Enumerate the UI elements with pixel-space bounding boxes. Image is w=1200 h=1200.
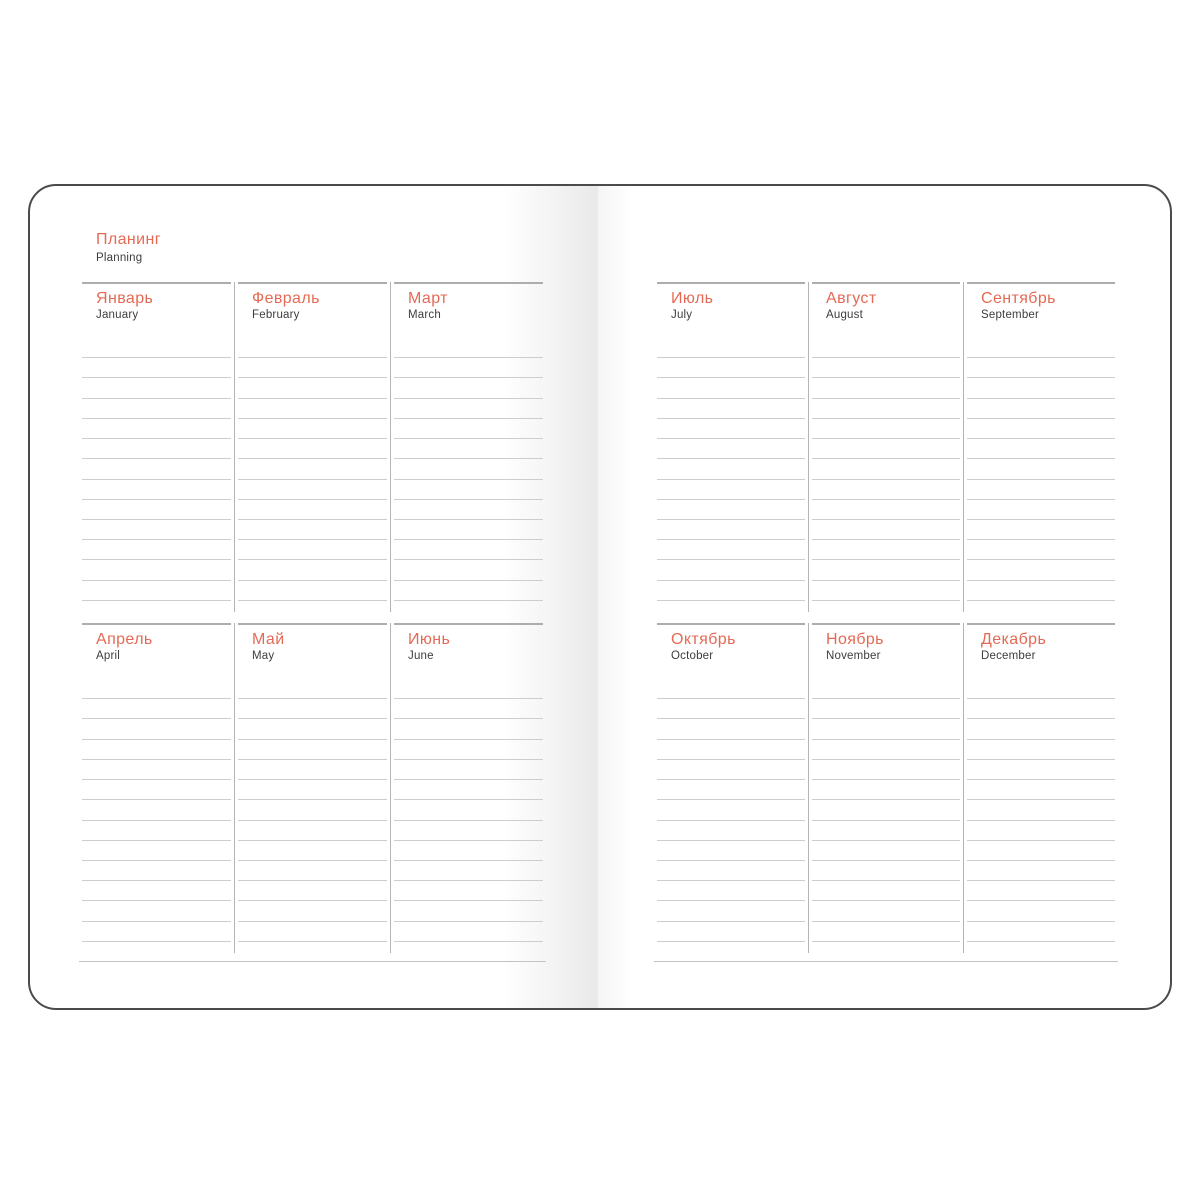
- month-name-ru: Июль: [671, 290, 714, 307]
- ruled-line: [238, 378, 387, 398]
- month-cell-july: [654, 282, 808, 612]
- ruled-line: [238, 780, 387, 800]
- page-fold-shadow-right: [598, 186, 632, 1008]
- month-name-en: June: [408, 650, 434, 662]
- ruled-line: [82, 841, 231, 861]
- ruled-line: [812, 699, 960, 719]
- ruled-line: [967, 901, 1115, 921]
- ruled-line: [812, 922, 960, 942]
- ruled-line: [967, 581, 1115, 601]
- month-name-ru: Сентябрь: [981, 290, 1056, 307]
- ruled-line: [394, 520, 543, 540]
- month-cell-top-border: [657, 623, 805, 625]
- ruled-line: [812, 459, 960, 479]
- ruled-line: [812, 419, 960, 439]
- ruled-line: [967, 500, 1115, 520]
- ruled-line: [394, 922, 543, 942]
- ruled-line: [394, 841, 543, 861]
- ruled-line: [394, 821, 543, 841]
- ruled-lines: [82, 679, 231, 942]
- ruled-line: [812, 560, 960, 580]
- ruled-line: [238, 881, 387, 901]
- ruled-line: [657, 841, 805, 861]
- page-title-ru: Планинг: [96, 231, 161, 248]
- ruled-line: [82, 719, 231, 739]
- ruled-line: [238, 520, 387, 540]
- month-name-en: December: [981, 650, 1036, 662]
- ruled-line: [238, 719, 387, 739]
- ruled-line: [394, 901, 543, 921]
- ruled-line: [394, 459, 543, 479]
- month-cell-april: [79, 623, 234, 953]
- ruled-line: [82, 760, 231, 780]
- month-row: [654, 623, 1118, 953]
- ruled-line: [238, 581, 387, 601]
- ruled-line: [967, 399, 1115, 419]
- ruled-line: [82, 881, 231, 901]
- month-row: [654, 282, 1118, 612]
- ruled-line: [657, 901, 805, 921]
- ruled-lines: [394, 679, 543, 942]
- ruled-line: [394, 480, 543, 500]
- ruled-line: [82, 378, 231, 398]
- planner-notebook-spread: [28, 184, 1172, 1010]
- ruled-line: [967, 378, 1115, 398]
- ruled-line: [812, 500, 960, 520]
- ruled-line: [394, 399, 543, 419]
- ruled-line: [394, 338, 543, 358]
- ruled-lines: [238, 679, 387, 942]
- ruled-line: [238, 760, 387, 780]
- month-name-ru: Январь: [96, 290, 154, 307]
- ruled-line: [657, 520, 805, 540]
- ruled-line: [82, 679, 231, 699]
- ruled-line: [238, 439, 387, 459]
- ruled-line: [82, 439, 231, 459]
- ruled-line: [238, 861, 387, 881]
- ruled-line: [82, 459, 231, 479]
- ruled-line: [657, 378, 805, 398]
- ruled-line: [657, 358, 805, 378]
- ruled-line: [394, 500, 543, 520]
- ruled-line: [238, 901, 387, 921]
- ruled-line: [394, 861, 543, 881]
- ruled-line: [812, 861, 960, 881]
- ruled-lines: [967, 679, 1115, 942]
- ruled-line: [657, 719, 805, 739]
- ruled-line: [238, 358, 387, 378]
- ruled-line: [657, 399, 805, 419]
- ruled-line: [238, 459, 387, 479]
- ruled-line: [657, 500, 805, 520]
- ruled-line: [657, 480, 805, 500]
- ruled-line: [238, 679, 387, 699]
- month-name-en: January: [96, 309, 139, 321]
- month-row: [79, 282, 546, 612]
- ruled-line: [394, 881, 543, 901]
- ruled-line: [82, 800, 231, 820]
- ruled-line: [238, 922, 387, 942]
- ruled-lines: [238, 338, 387, 601]
- ruled-line: [657, 439, 805, 459]
- ruled-line: [394, 378, 543, 398]
- ruled-line: [657, 419, 805, 439]
- ruled-line: [657, 560, 805, 580]
- ruled-line: [812, 358, 960, 378]
- ruled-line: [82, 358, 231, 378]
- month-cell-top-border: [812, 623, 960, 625]
- ruled-line: [967, 439, 1115, 459]
- ruled-lines: [394, 338, 543, 601]
- month-cell-top-border: [394, 623, 543, 625]
- ruled-line: [238, 841, 387, 861]
- ruled-line: [812, 679, 960, 699]
- ruled-line: [812, 760, 960, 780]
- ruled-line: [238, 540, 387, 560]
- ruled-line: [812, 841, 960, 861]
- ruled-line: [394, 800, 543, 820]
- ruled-line: [394, 540, 543, 560]
- ruled-line: [394, 780, 543, 800]
- ruled-line: [812, 378, 960, 398]
- ruled-line: [82, 699, 231, 719]
- month-cell-december: [963, 623, 1118, 953]
- month-name-en: August: [826, 309, 864, 321]
- ruled-line: [238, 800, 387, 820]
- month-cell-november: [808, 623, 963, 953]
- ruled-line: [657, 459, 805, 479]
- ruled-line: [82, 540, 231, 560]
- month-cell-september: [963, 282, 1118, 612]
- month-name-en: May: [252, 650, 275, 662]
- month-cell-top-border: [967, 623, 1115, 625]
- ruled-line: [82, 922, 231, 942]
- ruled-line: [657, 540, 805, 560]
- ruled-line: [238, 560, 387, 580]
- ruled-line: [238, 740, 387, 760]
- ruled-line: [82, 500, 231, 520]
- ruled-line: [812, 520, 960, 540]
- ruled-line: [967, 922, 1115, 942]
- ruled-line: [657, 922, 805, 942]
- month-name-en: November: [826, 650, 881, 662]
- month-cell-january: [79, 282, 234, 612]
- month-name-ru: Август: [826, 290, 877, 307]
- ruled-line: [238, 500, 387, 520]
- ruled-line: [657, 740, 805, 760]
- ruled-lines: [812, 338, 960, 601]
- ruled-line: [82, 338, 231, 358]
- ruled-line: [238, 480, 387, 500]
- ruled-line: [812, 540, 960, 560]
- ruled-line: [657, 760, 805, 780]
- ruled-line: [657, 679, 805, 699]
- month-cell-top-border: [812, 282, 960, 284]
- ruled-line: [812, 399, 960, 419]
- ruled-line: [238, 338, 387, 358]
- month-name-en: April: [96, 650, 121, 662]
- month-name-ru: Декабрь: [981, 631, 1047, 648]
- ruled-line: [394, 560, 543, 580]
- ruled-line: [812, 901, 960, 921]
- ruled-line: [812, 780, 960, 800]
- ruled-line: [967, 719, 1115, 739]
- ruled-line: [657, 861, 805, 881]
- month-name-ru: Апрель: [96, 631, 153, 648]
- ruled-line: [394, 740, 543, 760]
- ruled-line: [657, 780, 805, 800]
- month-cell-top-border: [82, 282, 231, 284]
- ruled-line: [967, 459, 1115, 479]
- ruled-line: [967, 821, 1115, 841]
- ruled-line: [967, 881, 1115, 901]
- month-cell-august: [808, 282, 963, 612]
- ruled-line: [394, 760, 543, 780]
- month-cell-top-border: [967, 282, 1115, 284]
- ruled-line: [82, 520, 231, 540]
- ruled-line: [394, 419, 543, 439]
- right-page-grid: [654, 282, 1118, 972]
- ruled-line: [82, 560, 231, 580]
- ruled-line: [394, 679, 543, 699]
- ruled-line: [82, 419, 231, 439]
- ruled-line: [657, 821, 805, 841]
- ruled-line: [82, 581, 231, 601]
- ruled-line: [967, 419, 1115, 439]
- ruled-line: [967, 760, 1115, 780]
- ruled-line: [657, 800, 805, 820]
- ruled-line: [812, 800, 960, 820]
- ruled-lines: [657, 338, 805, 601]
- month-cell-top-border: [394, 282, 543, 284]
- ruled-line: [82, 861, 231, 881]
- ruled-lines: [657, 679, 805, 942]
- ruled-line: [967, 358, 1115, 378]
- ruled-line: [82, 780, 231, 800]
- ruled-line: [812, 581, 960, 601]
- month-name-en: July: [671, 309, 693, 321]
- month-name-en: February: [252, 309, 300, 321]
- left-page-grid: [79, 282, 546, 972]
- ruled-line: [967, 540, 1115, 560]
- ruled-line: [82, 740, 231, 760]
- ruled-line: [394, 439, 543, 459]
- ruled-line: [967, 740, 1115, 760]
- ruled-line: [967, 699, 1115, 719]
- ruled-line: [238, 699, 387, 719]
- grid-bottom-line: [654, 961, 1118, 962]
- month-cell-may: [234, 623, 390, 953]
- ruled-line: [82, 480, 231, 500]
- month-cell-october: [654, 623, 808, 953]
- ruled-line: [657, 338, 805, 358]
- ruled-line: [812, 740, 960, 760]
- ruled-line: [238, 821, 387, 841]
- ruled-lines: [967, 338, 1115, 601]
- ruled-line: [657, 881, 805, 901]
- month-name-ru: Февраль: [252, 290, 320, 307]
- month-cell-top-border: [238, 623, 387, 625]
- month-cell-june: [390, 623, 546, 953]
- month-cell-top-border: [657, 282, 805, 284]
- month-name-en: October: [671, 650, 714, 662]
- ruled-line: [967, 679, 1115, 699]
- month-row: [79, 623, 546, 953]
- ruled-line: [394, 699, 543, 719]
- month-name-ru: Июнь: [408, 631, 451, 648]
- ruled-line: [394, 581, 543, 601]
- ruled-line: [812, 439, 960, 459]
- month-cell-top-border: [238, 282, 387, 284]
- ruled-line: [657, 581, 805, 601]
- month-cell-top-border: [82, 623, 231, 625]
- ruled-line: [812, 719, 960, 739]
- ruled-line: [967, 480, 1115, 500]
- grid-bottom-line: [79, 961, 546, 962]
- month-name-en: March: [408, 309, 441, 321]
- ruled-line: [812, 821, 960, 841]
- ruled-line: [812, 338, 960, 358]
- ruled-line: [812, 881, 960, 901]
- month-name-ru: Октябрь: [671, 631, 736, 648]
- ruled-line: [238, 419, 387, 439]
- ruled-line: [967, 800, 1115, 820]
- month-cell-february: [234, 282, 390, 612]
- ruled-line: [967, 841, 1115, 861]
- month-name-ru: Март: [408, 290, 448, 307]
- ruled-line: [657, 699, 805, 719]
- ruled-line: [82, 821, 231, 841]
- ruled-line: [394, 358, 543, 378]
- ruled-line: [967, 560, 1115, 580]
- ruled-line: [82, 399, 231, 419]
- ruled-line: [967, 338, 1115, 358]
- ruled-line: [394, 719, 543, 739]
- ruled-line: [967, 861, 1115, 881]
- month-name-ru: Май: [252, 631, 285, 648]
- ruled-line: [967, 520, 1115, 540]
- page-title-en: Planning: [96, 252, 143, 264]
- ruled-line: [82, 901, 231, 921]
- month-name-en: September: [981, 309, 1040, 321]
- page-title: [96, 232, 161, 265]
- ruled-line: [967, 780, 1115, 800]
- month-name-ru: Ноябрь: [826, 631, 884, 648]
- ruled-line: [238, 399, 387, 419]
- ruled-lines: [812, 679, 960, 942]
- month-cell-march: [390, 282, 546, 612]
- ruled-lines: [82, 338, 231, 601]
- ruled-line: [812, 480, 960, 500]
